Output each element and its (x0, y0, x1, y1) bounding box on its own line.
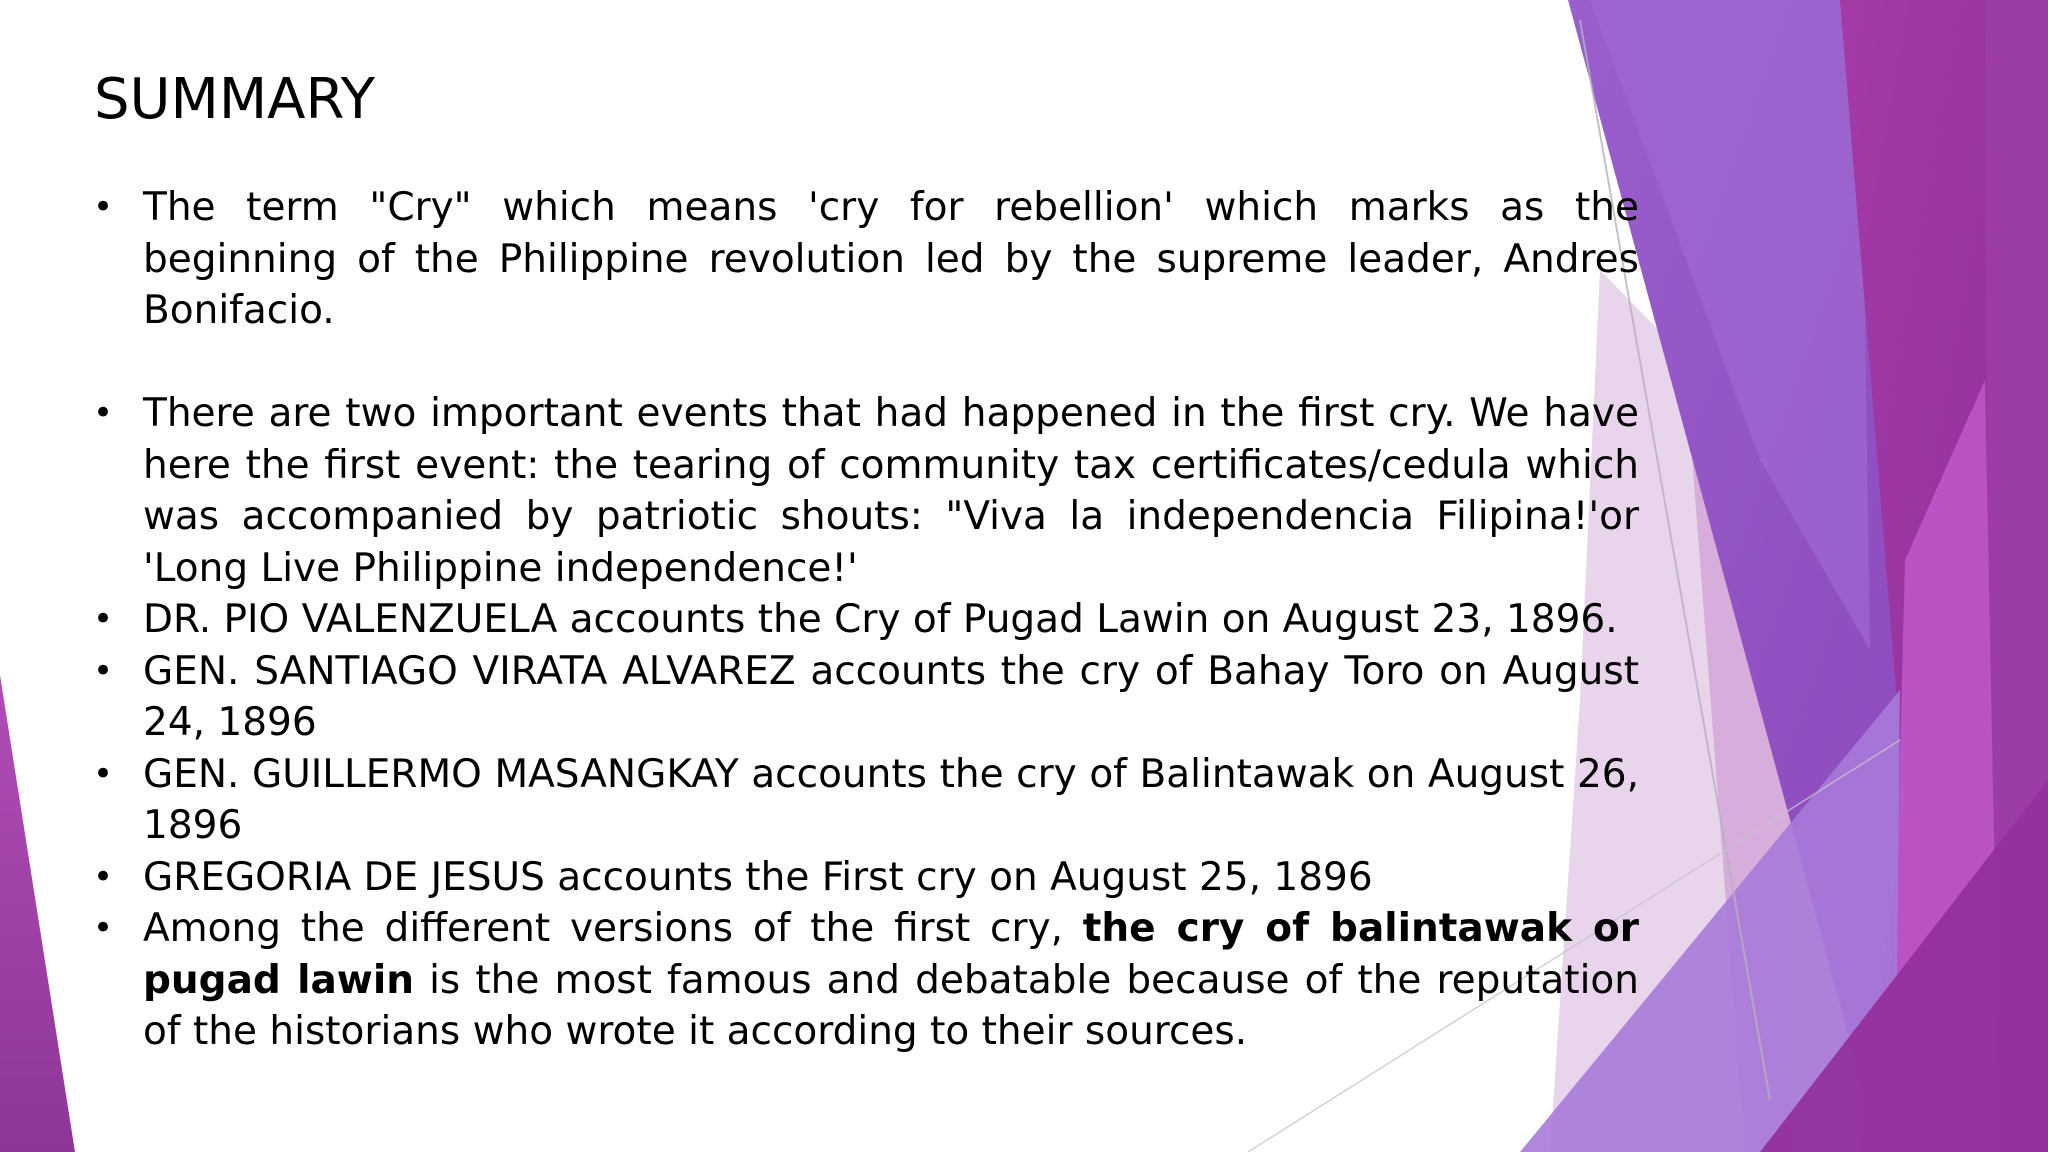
bullet-text-suffix: is the most famous and debatable because of the reputation of the historians who wrote it according to their sources. (143, 957, 1639, 1054)
bullet-item: • There are two important events that had happened in the first cry. We have here the first event: the tearing of community tax certificates/cedula which was accompanied by patriotic shouts: "Viva la independencia Filipina!'or 'Long Live Philippine independence!' (143, 388, 1639, 594)
bullet-item: • GEN. GUILLERMO MASANGKAY accounts the cry of Balintawak on August 26, 1896 (143, 749, 1639, 852)
slide-title: SUMMARY (94, 67, 376, 132)
bullet-item: • The term "Cry" which means 'cry for rebellion' which marks as the beginning of the Philippine revolution led by the supreme leader, Andres Bonifacio. (143, 182, 1639, 337)
bullet-text-prefix: Among the different versions of the first cry, (143, 906, 1083, 951)
bullet-list (143, 182, 1639, 1058)
bullet-item (143, 903, 1639, 1058)
bullet-text-bold: the cry of balintawak or pugad lawin (143, 906, 1639, 1003)
bullet-item: • GREGORIA DE JESUS accounts the First cry on August 25, 1896 (143, 852, 1639, 904)
bullet-item: • GEN. SANTIAGO VIRATA ALVAREZ accounts the cry of Bahay Toro on August 24, 1896 (143, 646, 1639, 749)
bullet-item: • DR. PIO VALENZUELA accounts the Cry of Pugad Lawin on August 23, 1896. (143, 594, 1639, 646)
